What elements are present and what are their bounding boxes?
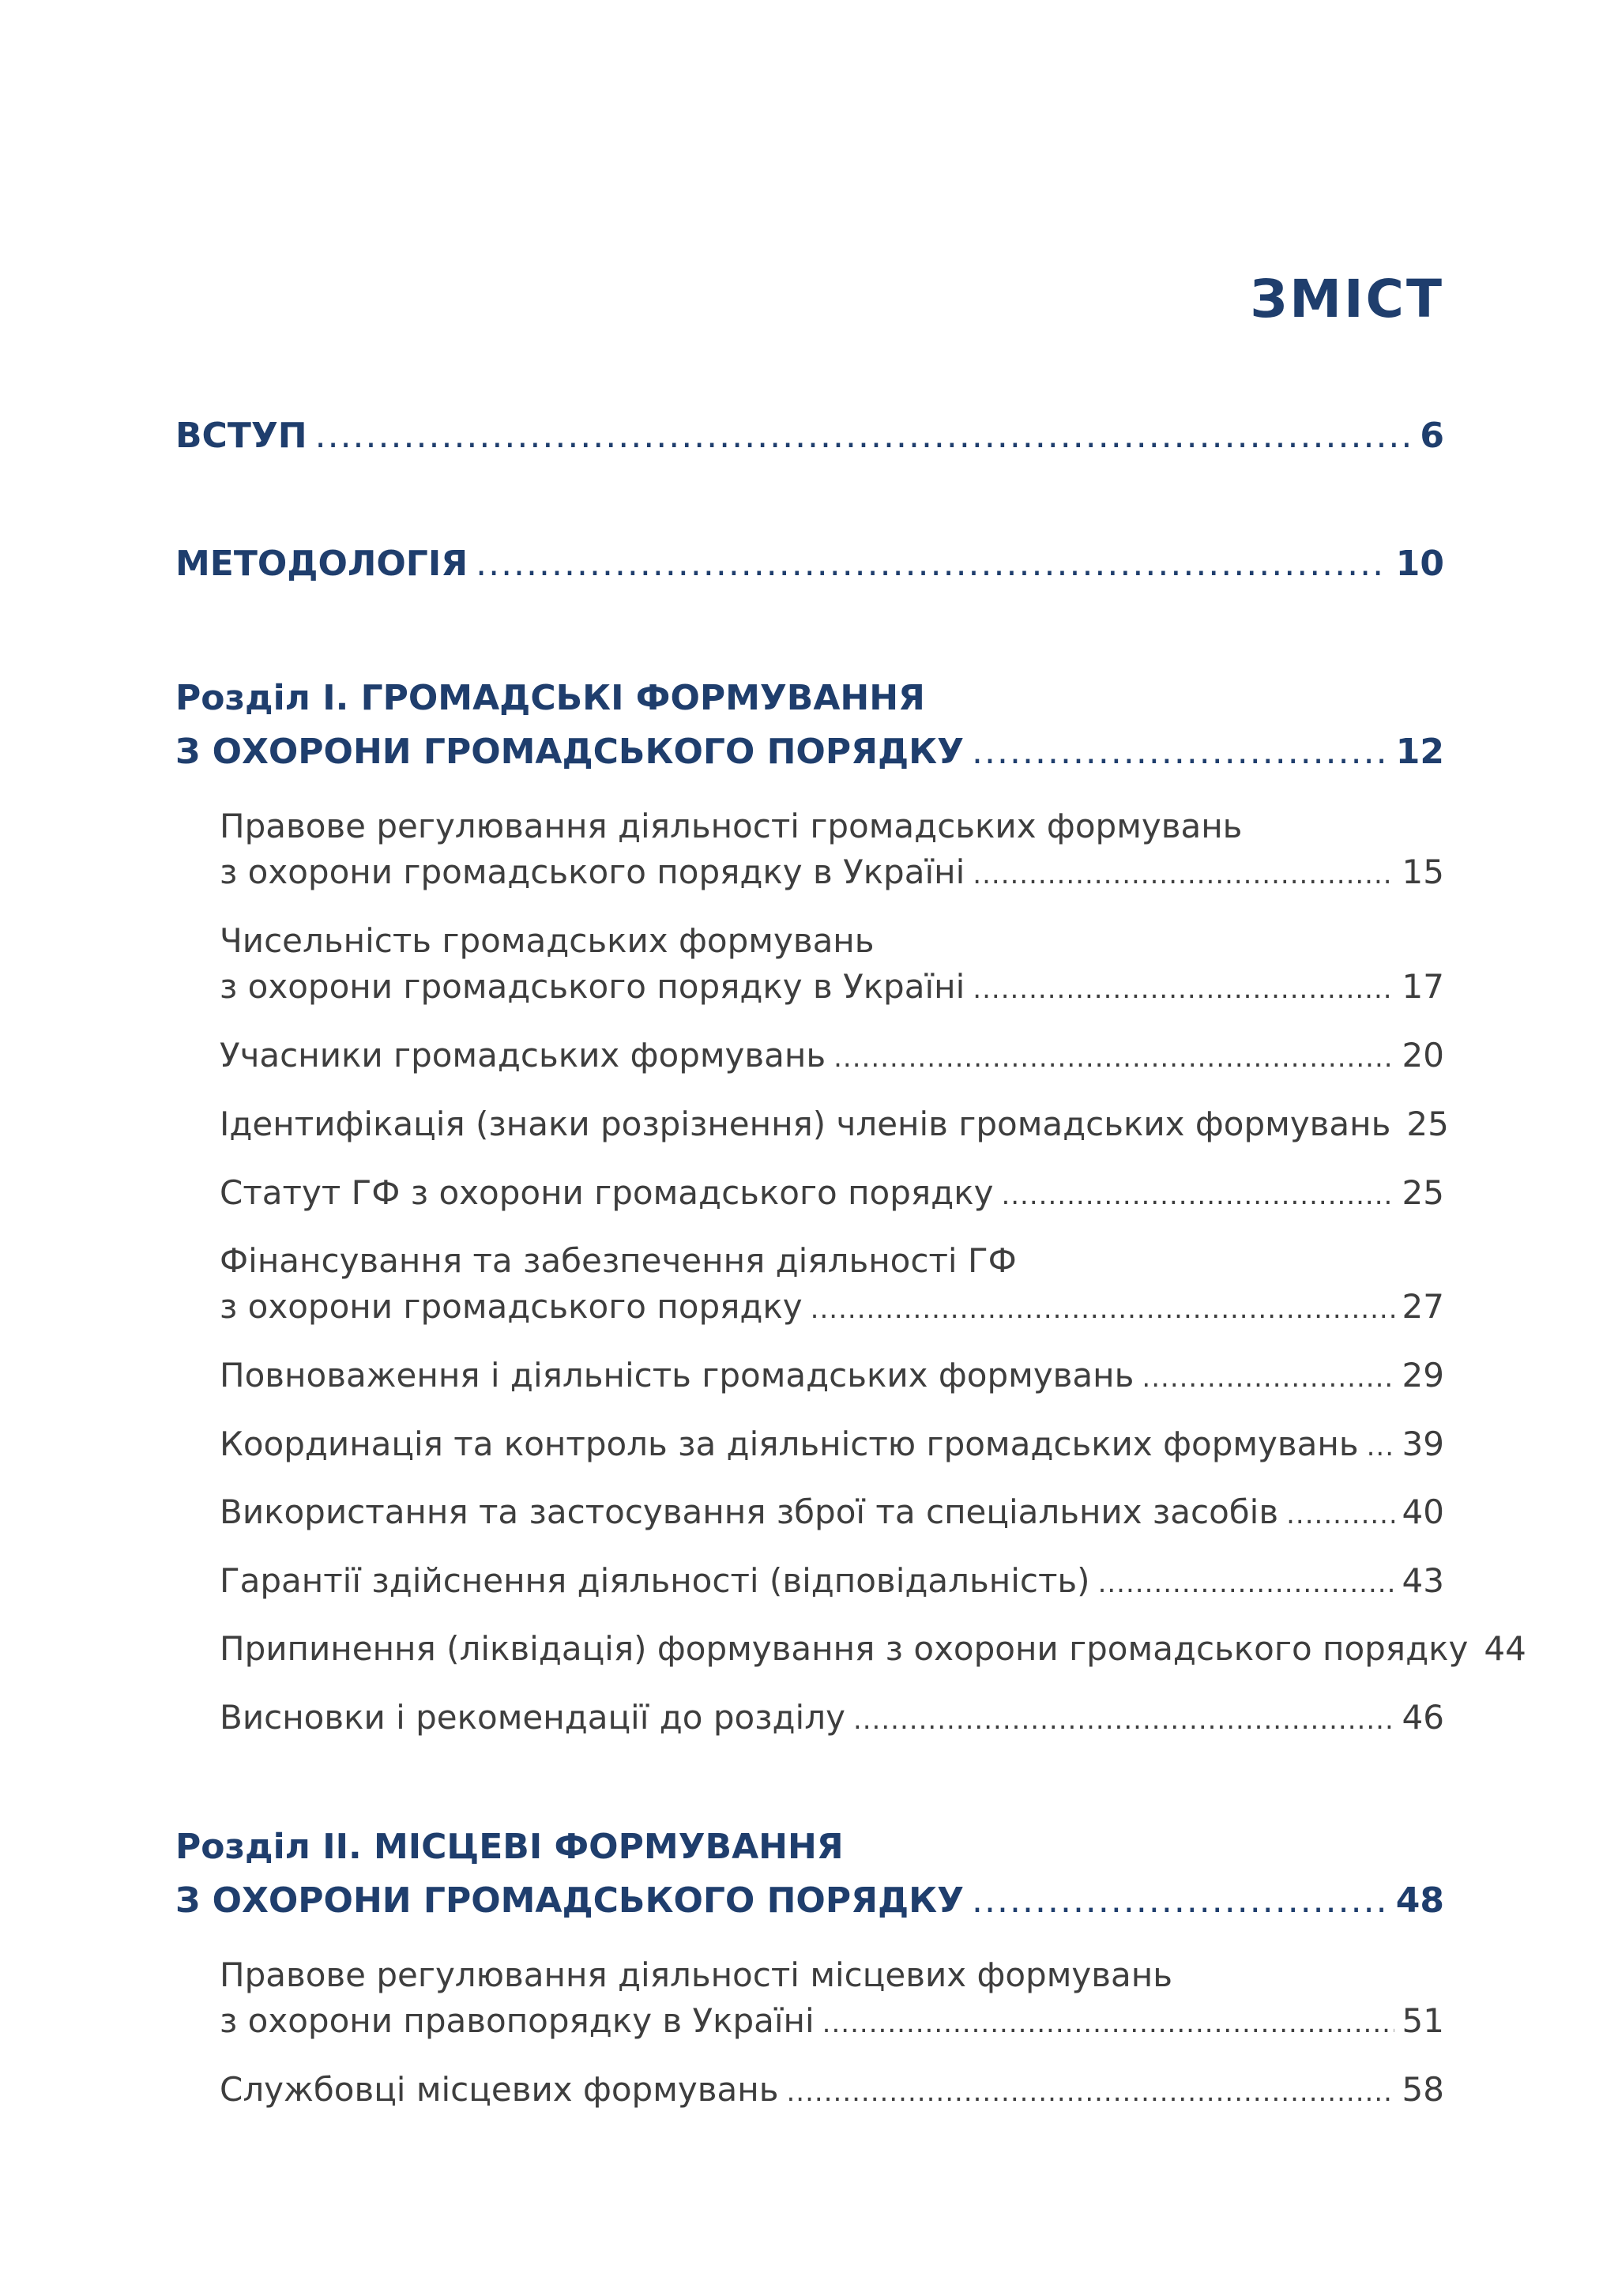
dot-leader bbox=[1286, 1501, 1394, 1528]
toc-entry-title: Правове регулювання діяльності громадських формувань bbox=[220, 807, 1243, 845]
toc-page-number: 51 bbox=[1402, 2001, 1444, 2040]
dot-leader bbox=[476, 547, 1388, 582]
dot-leader bbox=[822, 2010, 1394, 2037]
toc-entry-title: Висновки і рекомендації до розділу bbox=[220, 1698, 845, 1737]
dot-leader bbox=[1098, 1570, 1394, 1597]
toc-entry-title: Службовці місцевих формувань bbox=[220, 2070, 779, 2109]
toc-entry-title: Повноваження і діяльність громадських формувань bbox=[220, 1356, 1134, 1395]
dot-leader bbox=[315, 419, 1413, 454]
toc-subentry[interactable] bbox=[220, 1629, 1526, 1678]
toc-page-number: 39 bbox=[1402, 1425, 1444, 1463]
toc-page-number: 25 bbox=[1406, 1105, 1449, 1143]
dot-leader bbox=[1001, 1182, 1394, 1209]
toc-entry-title: ВСТУП bbox=[175, 416, 307, 456]
toc-entry-title-cont: з охорони громадського порядку bbox=[220, 1287, 803, 1326]
toc-page-number: 48 bbox=[1395, 1880, 1444, 1921]
toc-subentry[interactable] bbox=[220, 1561, 1444, 1610]
toc-page-number: 46 bbox=[1402, 1698, 1444, 1737]
toc-subentry[interactable] bbox=[220, 1036, 1444, 1085]
toc-entry-title: Ідентифікація (знаки розрізнення) членів громадських формувань bbox=[220, 1105, 1391, 1143]
dot-leader bbox=[972, 1884, 1388, 1918]
toc-subentry[interactable] bbox=[220, 1492, 1444, 1541]
toc-entry-title: Припинення (ліквідація) формування з охорони громадського порядку bbox=[220, 1629, 1469, 1668]
dot-leader bbox=[973, 861, 1394, 888]
toc-entry-title: Фінансування та забезпечення діяльності ГФ bbox=[220, 1241, 1017, 1280]
dot-leader bbox=[973, 976, 1394, 1003]
dot-leader bbox=[972, 735, 1388, 770]
toc-subentry[interactable] bbox=[220, 1955, 1444, 2050]
toc-page-number: 6 bbox=[1420, 416, 1444, 456]
toc-page-number: 17 bbox=[1402, 967, 1444, 1006]
toc-entry-title: Правове регулювання діяльності місцевих формувань bbox=[220, 1955, 1172, 1994]
toc-page-number: 43 bbox=[1402, 1561, 1444, 1600]
toc-entry-title: Координація та контроль за діяльністю громадських формувань bbox=[220, 1425, 1359, 1463]
toc-page-number: 29 bbox=[1402, 1356, 1444, 1395]
toc-subentry[interactable] bbox=[220, 1425, 1444, 1474]
toc-entry-title-cont: з охорони громадського порядку в Україні bbox=[220, 967, 965, 1006]
toc-page-number: 10 bbox=[1395, 544, 1444, 584]
dot-leader bbox=[786, 2079, 1394, 2106]
toc-entry-section-2[interactable] bbox=[175, 1827, 1444, 1936]
toc-entry-section-1[interactable] bbox=[175, 678, 1444, 787]
toc-page-number: 58 bbox=[1402, 2070, 1444, 2109]
toc-subentry[interactable] bbox=[220, 807, 1444, 901]
toc-entry-title: Розділ І. ГРОМАДСЬКІ ФОРМУВАННЯ bbox=[175, 678, 925, 718]
toc-subentry[interactable] bbox=[220, 1356, 1444, 1405]
toc-subentry[interactable] bbox=[220, 1173, 1444, 1222]
toc-entry-intro[interactable] bbox=[175, 416, 1444, 471]
toc-entry-title: Статут ГФ з охорони громадського порядку bbox=[220, 1173, 994, 1212]
toc-subentry[interactable] bbox=[220, 2070, 1444, 2119]
page-title: ЗМІСТ bbox=[1250, 269, 1444, 329]
toc-page-number: 20 bbox=[1402, 1036, 1444, 1075]
toc-entry-title: Гарантії здійснення діяльності (відповідальність) bbox=[220, 1561, 1090, 1600]
toc-subentry[interactable] bbox=[220, 1698, 1444, 1747]
toc-entry-title: Учасники громадських формувань bbox=[220, 1036, 826, 1075]
toc-entry-title-cont: з охорони громадського порядку в Україні bbox=[220, 853, 965, 891]
toc-entry-title: Розділ ІІ. МІСЦЕВІ ФОРМУВАННЯ bbox=[175, 1827, 844, 1867]
toc-subentry[interactable] bbox=[220, 1105, 1449, 1154]
dot-leader bbox=[1142, 1364, 1394, 1391]
toc-page-number: 25 bbox=[1402, 1173, 1444, 1212]
toc-entry-title: Використання та застосування зброї та спеціальних засобів bbox=[220, 1492, 1279, 1531]
toc-entry-title-cont: з охорони правопорядку в Україні bbox=[220, 2001, 815, 2040]
dot-leader bbox=[1367, 1433, 1394, 1460]
toc-entry-title-cont: З ОХОРОНИ ГРОМАДСЬКОГО ПОРЯДКУ bbox=[175, 1880, 965, 1921]
dot-leader bbox=[853, 1707, 1394, 1733]
toc-page-number: 12 bbox=[1395, 732, 1444, 772]
dot-leader bbox=[811, 1296, 1394, 1323]
toc-entry-title: МЕТОДОЛОГІЯ bbox=[175, 544, 468, 584]
toc-subentry[interactable] bbox=[220, 1241, 1444, 1336]
toc-page-number: 40 bbox=[1402, 1492, 1444, 1531]
toc-entry-title-cont: З ОХОРОНИ ГРОМАДСЬКОГО ПОРЯДКУ bbox=[175, 732, 965, 772]
toc-entry-title: Чисельність громадських формувань bbox=[220, 921, 875, 960]
toc-page-number: 15 bbox=[1402, 853, 1444, 891]
toc-page-number: 44 bbox=[1484, 1629, 1526, 1668]
toc-subentry[interactable] bbox=[220, 921, 1444, 1016]
toc-page-number: 27 bbox=[1402, 1287, 1444, 1326]
dot-leader bbox=[833, 1044, 1394, 1071]
toc-entry-methodology[interactable] bbox=[175, 544, 1444, 599]
